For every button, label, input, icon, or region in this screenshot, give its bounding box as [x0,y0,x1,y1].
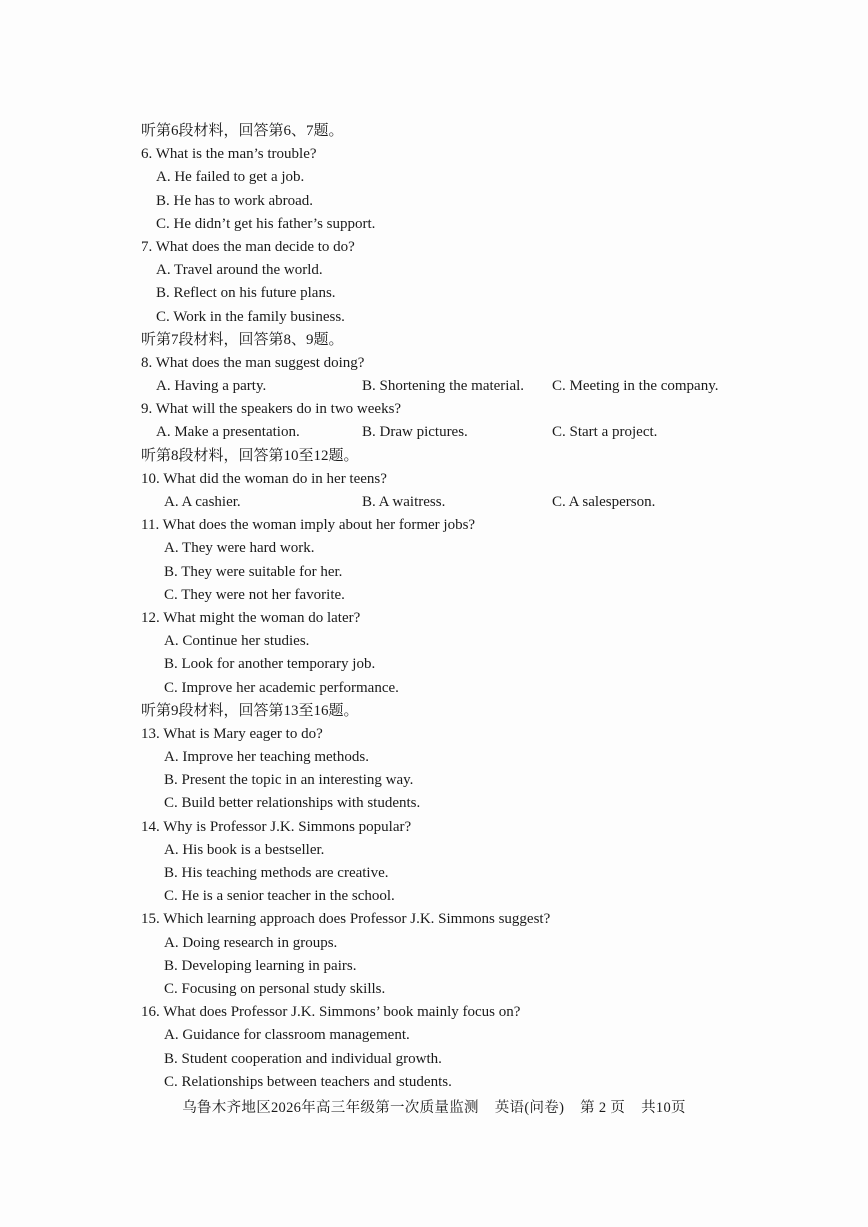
page-footer [0,1096,868,1117]
question-14-option-c: C. He is a senior teacher in the school. [164,888,395,905]
question-14-stem: 14. Why is Professor J.K. Simmons popular? [141,818,412,835]
question-11-option-c: C. They were not her favorite. [164,586,345,603]
question-11-option-b: B. They were suitable for her. [164,563,343,580]
question-10-option-c: C. A salesperson. [552,494,656,510]
question-9-stem: 9. What will the speakers do in two weeks? [141,401,402,418]
question-10-option-b: B. A waitress. [362,494,446,510]
question-13-stem: 13. What is Mary eager to do? [141,725,323,742]
question-7-stem: 7. What does the man decide to do? [141,238,355,255]
question-15-stem: 15. Which learning approach does Professor J.K. Simmons suggest? [141,911,551,928]
question-15-option-c: C. Focusing on personal study skills. [164,980,386,997]
question-9-option-b: B. Draw pictures. [362,424,468,441]
question-8-option-b: B. Shortening the material. [362,378,525,395]
question-list [141,120,781,1094]
question-7-option-c: C. Work in the family business. [156,308,345,325]
question-9-option-a: A. Make a presentation. [156,424,300,441]
question-6-option-a: A. He failed to get a job. [156,169,305,186]
footer-exam-title: 乌鲁木齐地区2026年高三年级第一次质量监测 [182,1100,479,1116]
question-8-stem: 8. What does the man suggest doing? [141,354,365,371]
section-heading-7: 听第7段材料，回答第8、9题。 [141,331,344,348]
question-15-option-b: B. Developing learning in pairs. [164,957,357,974]
question-13-option-c: C. Build better relationships with students. [164,795,421,812]
section-heading-9: 听第9段材料，回答第13至16题。 [141,702,359,719]
section-heading-6: 听第6段材料，回答第6、7题。 [141,123,344,139]
question-12-stem: 12. What might the woman do later? [141,609,361,626]
footer-total-pages: 共10页 [641,1100,686,1116]
question-11-stem: 11. What does the woman imply about her former jobs? [141,517,476,534]
question-6-option-b: B. He has to work abroad. [156,192,314,209]
question-16-option-a: A. Guidance for classroom management. [164,1027,410,1044]
question-8-option-c: C. Meeting in the company. [552,378,719,395]
question-10-option-a: A. A cashier. [164,494,241,510]
question-16-option-b: B. Student cooperation and individual growth. [164,1050,442,1067]
footer-page-number: 第 2 页 [580,1100,626,1116]
question-13-option-b: B. Present the topic in an interesting way. [164,772,414,789]
question-15-option-a: A. Doing research in groups. [164,934,338,951]
question-14-option-b: B. His teaching methods are creative. [164,865,389,881]
question-8-option-a: A. Having a party. [156,378,267,395]
question-12-option-b: B. Look for another temporary job. [164,656,376,673]
question-9-option-c: C. Start a project. [552,424,658,441]
question-10-stem: 10. What did the woman do in her teens? [141,470,387,487]
question-7-option-b: B. Reflect on his future plans. [156,285,336,302]
question-6-option-c: C. He didn’t get his father’s support. [156,215,376,232]
question-16-stem: 16. What does Professor J.K. Simmons’ book mainly focus on? [141,1004,521,1021]
footer-subject: 英语(问卷) [494,1100,565,1116]
question-8-options [156,375,781,398]
question-10-options [164,491,781,514]
question-16-option-c: C. Relationships between teachers and students. [164,1073,452,1090]
question-7-option-a: A. Travel around the world. [156,262,323,279]
question-12-option-a: A. Continue her studies. [164,633,310,650]
question-9-options [156,421,781,444]
question-12-option-c: C. Improve her academic performance. [164,679,399,696]
question-11-option-a: A. They were hard work. [164,540,315,557]
question-14-option-a: A. His book is a bestseller. [164,841,325,858]
section-heading-8: 听第8段材料，回答第10至12题。 [141,447,359,464]
question-13-option-a: A. Improve her teaching methods. [164,749,369,766]
question-6-stem: 6. What is the man’s trouble? [141,146,317,163]
